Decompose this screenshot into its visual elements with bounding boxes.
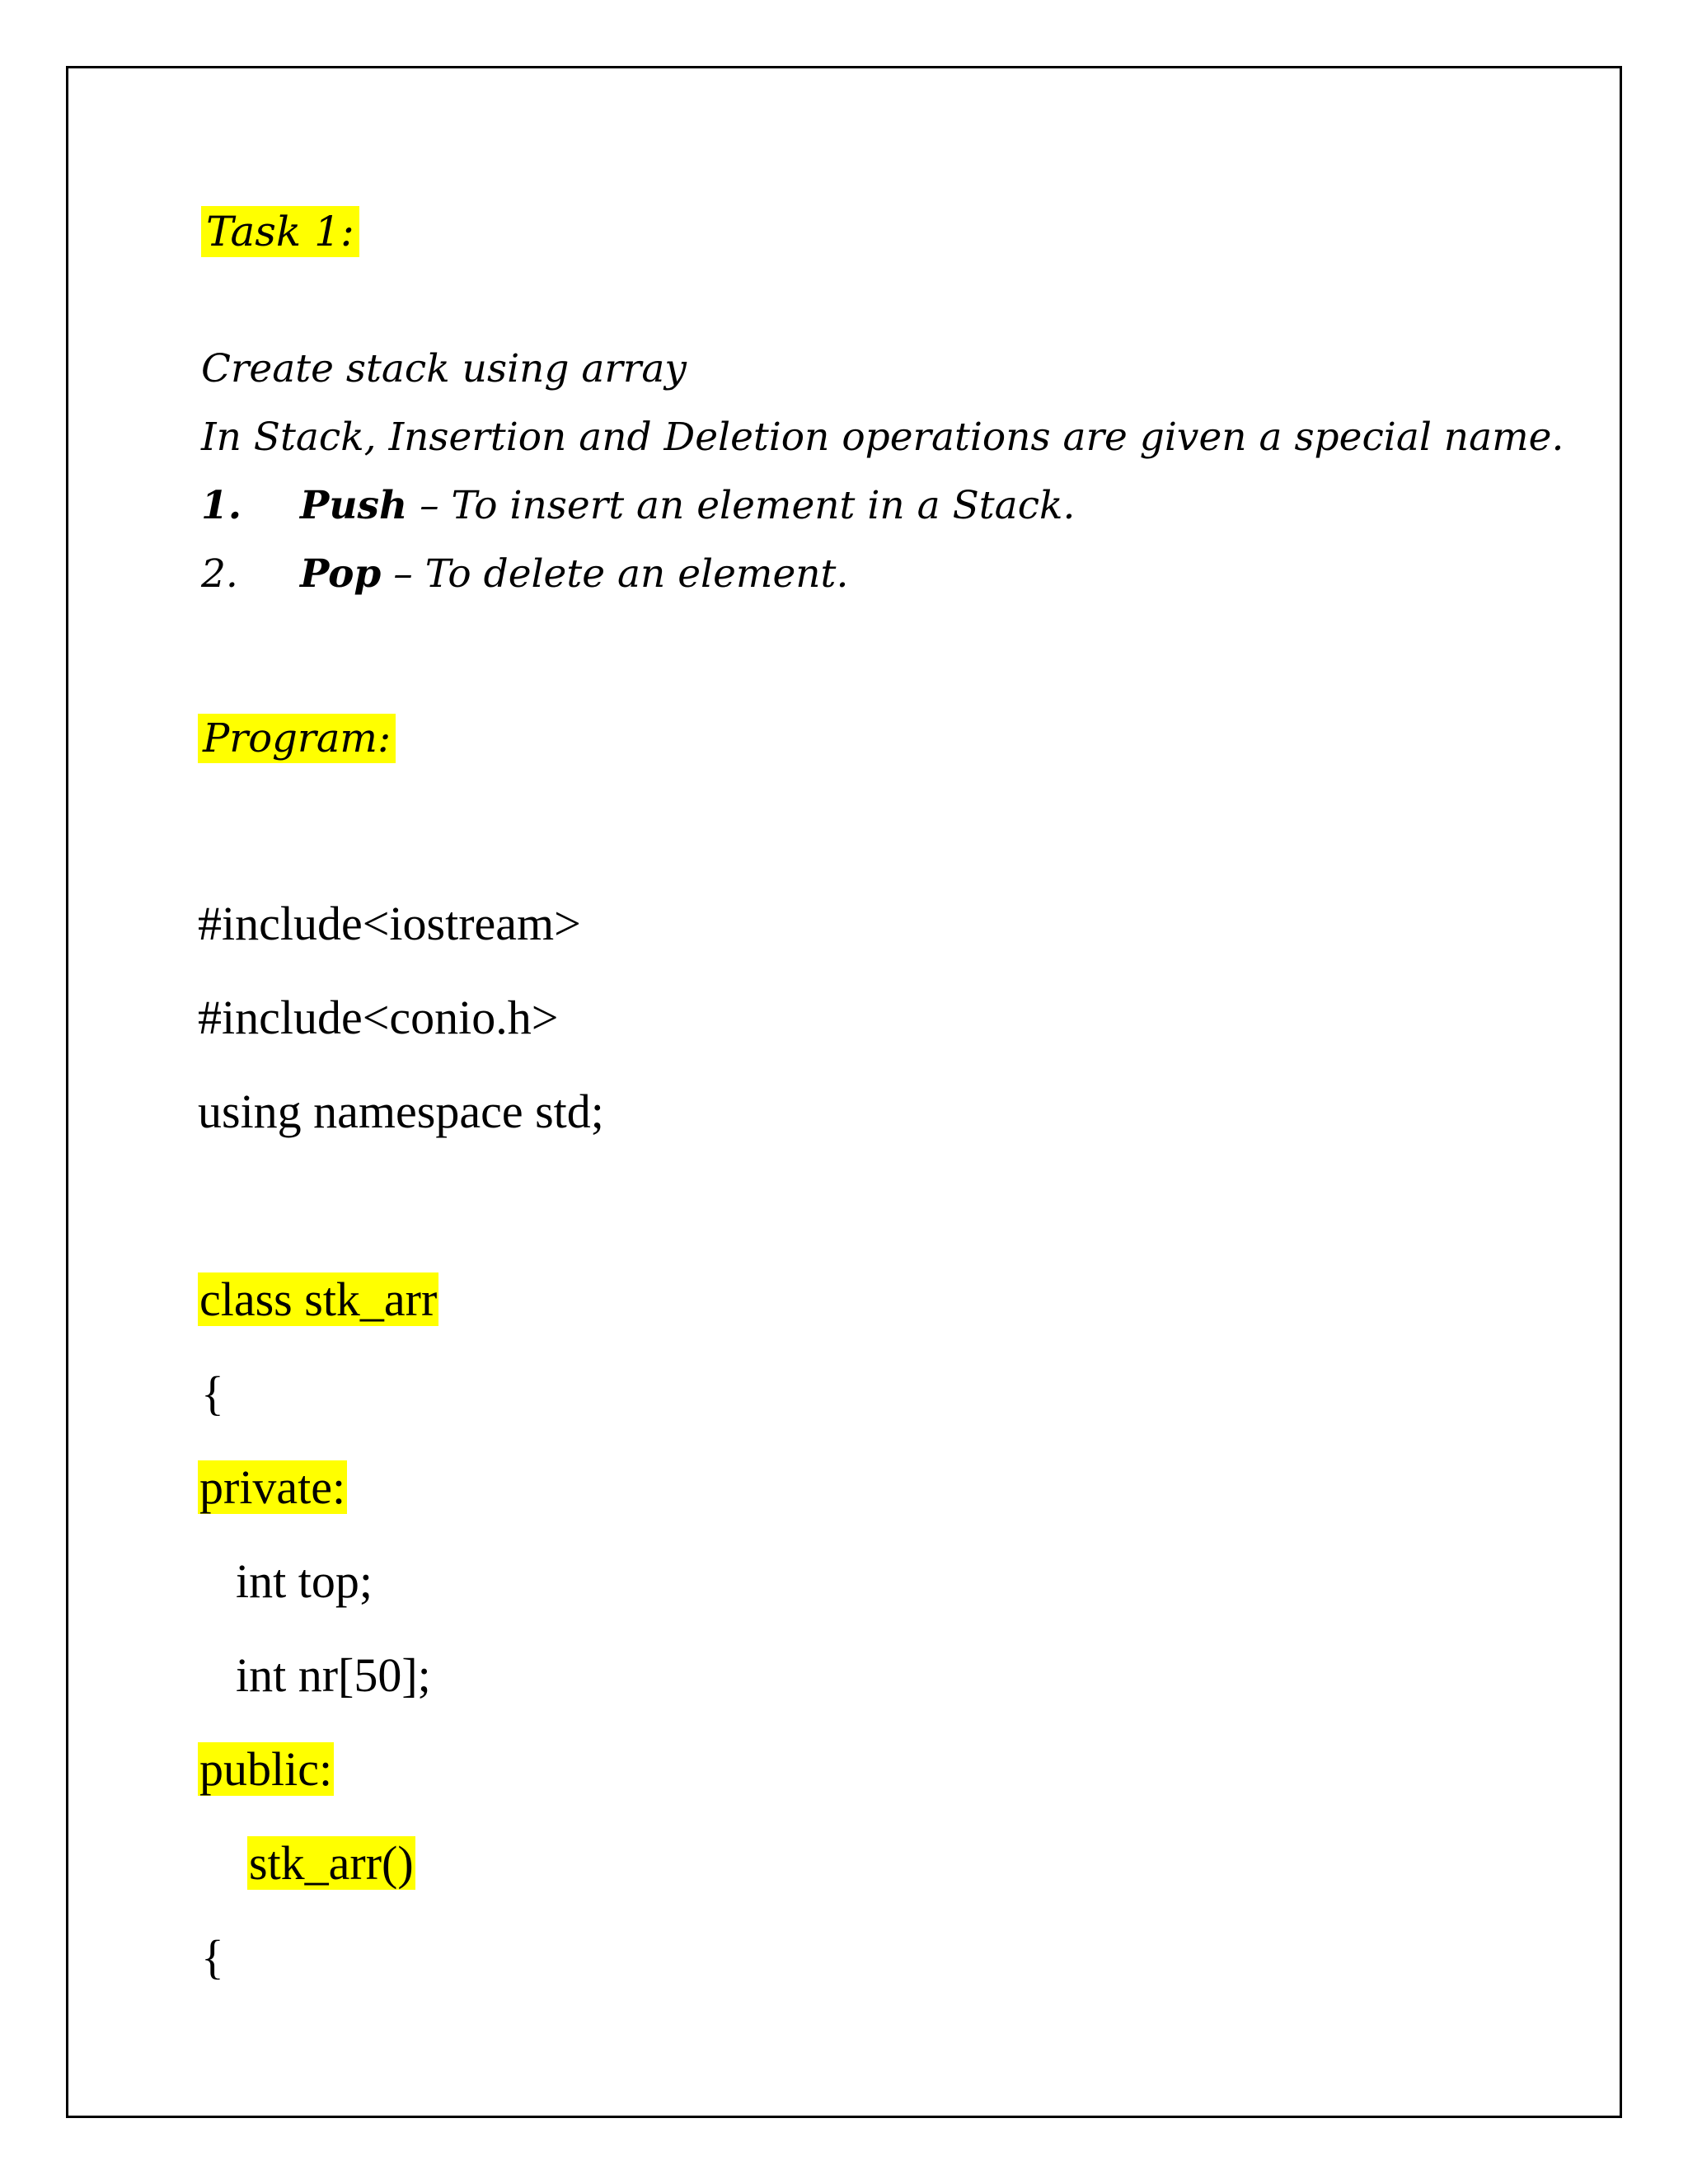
private-keyword: private: bbox=[199, 1460, 346, 1514]
description-line-1: Create stack using array bbox=[201, 346, 687, 391]
code-line-include-conio: #include<conio.h> bbox=[198, 991, 559, 1044]
push-term: Push bbox=[300, 483, 408, 528]
code-line-open-brace-2: { bbox=[201, 1930, 224, 1984]
constructor-text: stk_arr() bbox=[249, 1836, 414, 1890]
pop-term: Pop bbox=[300, 551, 382, 597]
list-number-1: 1. bbox=[201, 483, 242, 528]
code-line-int-top: int top; bbox=[236, 1554, 373, 1608]
program-heading-text: Program: bbox=[198, 714, 396, 763]
code-line-private bbox=[198, 1459, 347, 1516]
list-number-2: 2. bbox=[201, 551, 238, 597]
code-line-int-array: int nr[50]; bbox=[236, 1648, 431, 1702]
program-heading bbox=[198, 715, 396, 762]
description-line-2: In Stack, Insertion and Deletion operations are given a special name. bbox=[201, 415, 1564, 460]
push-description: – To insert an element in a Stack. bbox=[420, 483, 1076, 528]
pop-description: – To delete an element. bbox=[393, 551, 849, 597]
code-line-constructor bbox=[247, 1835, 415, 1892]
public-keyword: public: bbox=[199, 1742, 333, 1796]
code-line-public bbox=[198, 1741, 334, 1798]
code-line-open-brace: { bbox=[201, 1366, 224, 1420]
list-item-pop bbox=[300, 551, 848, 597]
task-heading bbox=[201, 208, 359, 255]
list-item-push bbox=[300, 483, 1075, 528]
code-line-class-declaration bbox=[198, 1271, 438, 1329]
class-declaration-text: class stk_arr bbox=[199, 1272, 438, 1326]
code-line-include-iostream: #include<iostream> bbox=[198, 897, 581, 950]
code-line-using-namespace: using namespace std; bbox=[198, 1085, 604, 1138]
task-heading-text: Task 1: bbox=[201, 206, 359, 257]
